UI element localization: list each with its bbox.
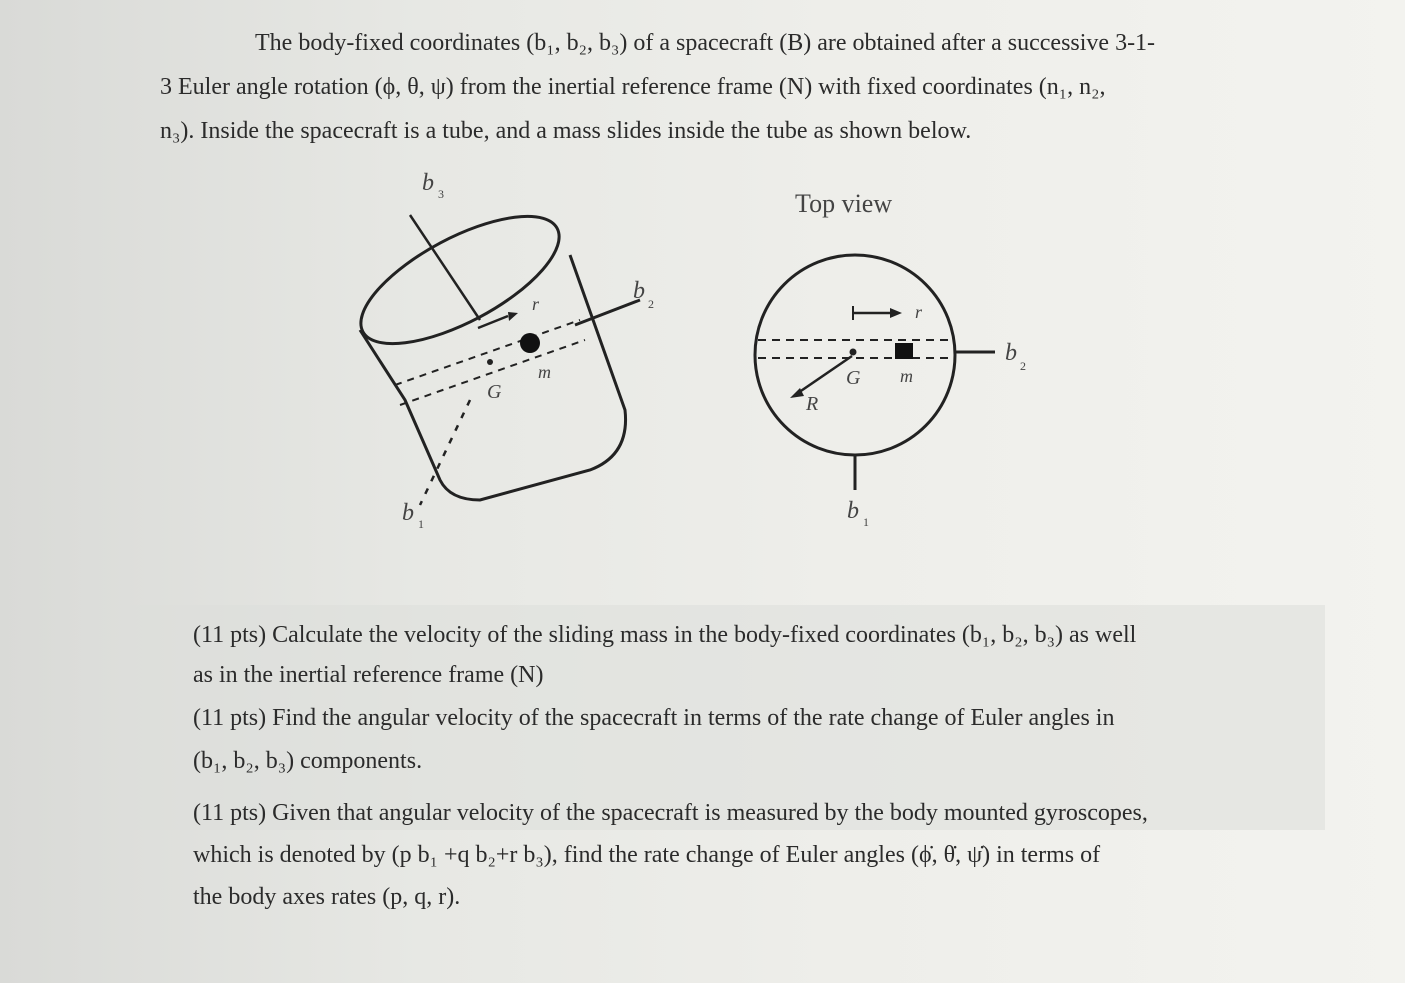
label-b2-left: b xyxy=(633,278,645,304)
label-b1-right-sub: 1 xyxy=(863,515,869,529)
question-2-line-1: (11 pts) Find the angular velocity of the spacecraft in terms of the rate change of Euler angles in xyxy=(193,705,1115,731)
intro-line-3: n₃). Inside the spacecraft is a tube, and a mass slides inside the tube as shown below. xyxy=(160,118,972,144)
question-3-line-3: the body axes rates (p, q, r). xyxy=(193,884,461,910)
label-m-right: m xyxy=(900,366,913,386)
label-r-right: r xyxy=(915,302,923,322)
label-G-left: G xyxy=(487,381,502,403)
intro-line-1: The body-fixed coordinates (b₁, b₂, b₃) of a spacecraft (B) are obtained after a successive 3-1- xyxy=(255,30,1156,56)
r-arrowhead-left xyxy=(508,312,518,321)
question-3-line-2: which is denoted by (p b₁ +q b₂+r b₃), find the rate change of Euler angles (ϕ̇, θ̇, ψ̇) in terms of xyxy=(193,842,1101,868)
intro-line-2: 3 Euler angle rotation (ϕ, θ, ψ) from the inertial reference frame (N) with fixed coordinates (n₁, n₂, xyxy=(160,74,1106,100)
b2-axis-line xyxy=(575,300,640,325)
question-1-line-2: as in the inertial reference frame (N) xyxy=(193,662,544,688)
question-3-line-1: (11 pts) Given that angular velocity of the spacecraft is measured by the body mounted gyroscopes, xyxy=(193,800,1148,826)
label-m-left: m xyxy=(538,362,551,382)
label-b2-right: b xyxy=(1005,340,1017,366)
cylinder-figure xyxy=(343,191,640,505)
label-G-right: G xyxy=(846,367,861,389)
top-view-circle xyxy=(755,255,955,455)
label-b3-sub: 3 xyxy=(438,187,444,201)
center-G-right xyxy=(850,349,857,356)
r-arrowhead-right xyxy=(890,308,902,318)
label-b2-left-sub: 2 xyxy=(648,297,654,311)
label-b1-left-sub: 1 xyxy=(418,517,424,531)
label-b3: b xyxy=(422,170,434,196)
label-b1-right: b xyxy=(847,498,859,524)
label-b2-right-sub: 2 xyxy=(1020,359,1026,373)
label-b1-left: b xyxy=(402,500,414,526)
mass-right xyxy=(895,343,913,359)
mass-left xyxy=(520,333,540,353)
center-G-left xyxy=(487,359,493,365)
cylinder-body xyxy=(360,255,626,500)
question-1-line-1: (11 pts) Calculate the velocity of the sliding mass in the body-fixed coordinates (b₁, b₂, b₃) as well xyxy=(193,622,1137,648)
label-r-left: r xyxy=(532,294,540,314)
cylinder-top-ellipse xyxy=(343,191,577,368)
top-view-figure xyxy=(755,255,995,490)
question-2-line-2: (b₁, b₂, b₃) components. xyxy=(193,748,423,774)
r-arrow-left xyxy=(478,316,508,328)
top-view-title: Top view xyxy=(795,189,893,218)
label-R: R xyxy=(806,393,819,415)
R-radius-line xyxy=(795,356,852,395)
